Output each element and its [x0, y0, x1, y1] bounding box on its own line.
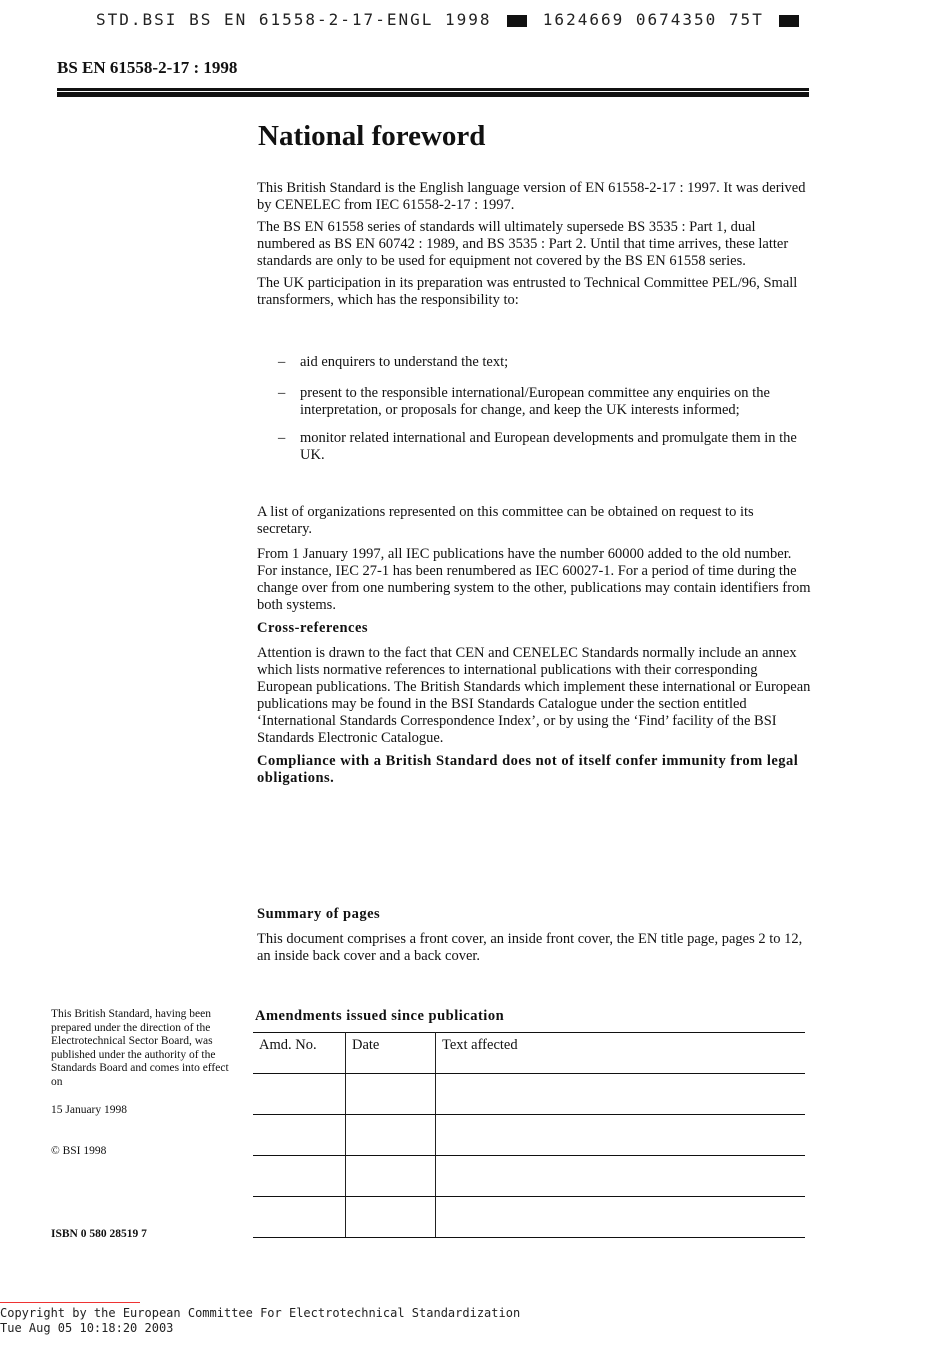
column-header: Date [346, 1033, 436, 1074]
page-title: National foreword [258, 120, 486, 152]
sidebar-copyright: © BSI 1998 [51, 1145, 107, 1157]
paragraph: The UK participation in its preparation was entrusted to Technical Committee PEL/96, Small transformers, which has the responsibility to: [257, 275, 798, 308]
summary-heading: Summary of pages [257, 906, 381, 922]
redaction-block [779, 15, 799, 27]
compliance-notice: Compliance with a British Standard does not of itself confer immunity from legal obligations. [257, 753, 799, 786]
running-header: BS EN 61558-2-17 : 1998 [57, 58, 238, 77]
header-rule [57, 88, 809, 91]
sidebar-effective-date: 15 January 1998 [51, 1104, 128, 1116]
cross-references-heading: Cross-references [257, 620, 369, 636]
footer-timestamp: Tue Aug 05 10:18:20 2003 [0, 1321, 174, 1335]
table-header-row [253, 1033, 805, 1074]
paragraph: The BS EN 61558 series of standards will ultimately supersede BS 3535 : Part 1, dual numbered as BS EN 60742 : 1989, and BS 3535 : Part 2. Until that time arrives, these latter standards are only to be used for equipment not covered by the BS EN 61558 series. [257, 219, 789, 269]
table-row [253, 1197, 805, 1238]
column-header: Amd. No. [253, 1033, 346, 1074]
list-item: – present to the responsible international/European committee any enquiries on the interpretation, or proposals for change, and keep the UK interests informed; [278, 385, 770, 418]
redaction-block [507, 15, 527, 27]
table-row [253, 1156, 805, 1197]
further-paragraphs [257, 504, 812, 787]
scan-header-serial: 1624669 0674350 75T [542, 10, 764, 29]
list-item: – monitor related international and European developments and promulgate them in the UK. [278, 430, 797, 463]
scan-header [96, 10, 803, 29]
responsibility-list [278, 354, 808, 464]
amendments-heading: Amendments issued since publication [255, 1008, 505, 1024]
column-header: Text affected [436, 1033, 806, 1074]
footer-copyright: Copyright by the European Committee For Electrotechnical Standardization [0, 1306, 521, 1320]
list-item: – aid enquirers to understand the text; [278, 354, 509, 370]
table-row [253, 1074, 805, 1115]
header-rule-thick [57, 92, 809, 97]
amendments-table [253, 1032, 805, 1238]
table-row [253, 1115, 805, 1156]
paragraph: This British Standard is the English language version of EN 61558-2-17 : 1997. It was derived by CENELEC from IEC 61558-2-17 : 1997. [257, 180, 806, 213]
sidebar-publication: This British Standard, having been prepared under the direction of the Electrotechnical Sector Board, was published under the authority of the Standards Board and comes into effect on [51, 1008, 229, 1088]
paragraph: From 1 January 1997, all IEC publications have the number 60000 added to the old number. For instance, IEC 27-1 has been renumbered as IEC 60027-1. For a period of time during the change over from one numbering system to the other, publications may contain identifiers from both systems. [257, 546, 811, 613]
sidebar-isbn: ISBN 0 580 28519 7 [51, 1228, 147, 1240]
scan-mark-line [0, 1302, 140, 1303]
summary-text: This document comprises a front cover, an inside front cover, the EN title page, pages 2 to 12, an inside back cover and a back cover. [257, 931, 803, 964]
cross-references-text: Attention is drawn to the fact that CEN and CENELEC Standards normally include an annex which lists normative references to international publications with their corresponding European publications. The British Standards which implement these international or European publications may be found in the BSI Standards Catalogue under the section entitled ‘International Standards Correspondence Index’, or by using the ‘Find’ facility of the BSI Standards Electronic Catalogue. [257, 645, 811, 746]
scan-header-code: STD.BSI BS EN 61558-2-17-ENGL 1998 [96, 10, 492, 29]
intro-paragraphs [257, 180, 812, 309]
summary-section [257, 906, 812, 965]
paragraph: A list of organizations represented on this committee can be obtained on request to its secretary. [257, 504, 754, 537]
